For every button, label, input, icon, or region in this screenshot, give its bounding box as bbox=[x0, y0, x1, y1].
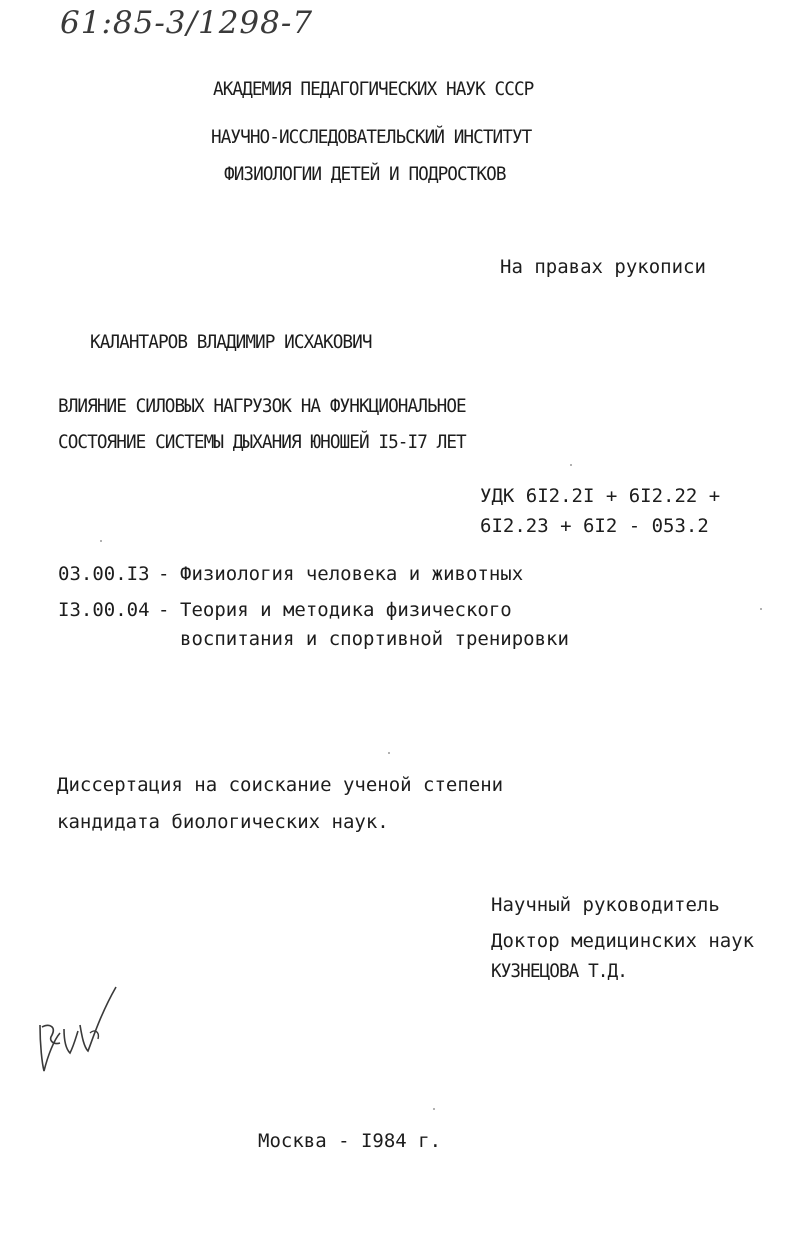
degree-statement-line1: Диссертация на соискание ученой степени bbox=[57, 774, 504, 796]
scan-speck bbox=[100, 540, 102, 542]
scan-speck bbox=[433, 1108, 435, 1110]
institute-name-line2: ФИЗИОЛОГИИ ДЕТЕЙ И ПОДРОСТКОВ bbox=[224, 163, 506, 185]
supervisor-label: Научный руководитель bbox=[491, 894, 720, 916]
specialty-dash: - bbox=[158, 563, 170, 585]
udc-line1: УДК 6I2.2I + 6I2.22 + bbox=[480, 485, 721, 507]
institute-name-line1: НАУЧНО-ИССЛЕДОВАТЕЛЬСКИЙ ИНСТИТУТ bbox=[211, 126, 532, 148]
dissertation-title-line1: ВЛИЯНИЕ СИЛОВЫХ НАГРУЗОК НА ФУНКЦИОНАЛЬНОЕ bbox=[58, 395, 466, 417]
udc-line2: 6I2.23 + 6I2 - 053.2 bbox=[480, 515, 709, 537]
specialty-code: I3.00.04 bbox=[58, 599, 150, 621]
author-name: КАЛАНТАРОВ ВЛАДИМИР ИСХАКОВИЧ bbox=[90, 331, 372, 353]
degree-statement-line2: кандидата биологических наук. bbox=[57, 811, 389, 833]
specialty-name: Теория и методика физического bbox=[180, 599, 512, 621]
specialty-dash: - bbox=[158, 599, 170, 621]
scan-speck bbox=[570, 464, 572, 466]
specialty-name-continued: воспитания и спортивной тренировки bbox=[180, 628, 569, 650]
academy-name: АКАДЕМИЯ ПЕДАГОГИЧЕСКИХ НАУК СССР bbox=[213, 78, 534, 100]
city-year: Москва - I984 г. bbox=[258, 1130, 442, 1152]
archive-mark: 61:85-3/1298-7 bbox=[60, 5, 314, 41]
scan-speck bbox=[760, 608, 762, 610]
scan-speck bbox=[388, 752, 390, 754]
specialty-code: 03.00.I3 bbox=[58, 563, 150, 585]
manuscript-rights-note: На правах рукописи bbox=[500, 256, 706, 278]
dissertation-title-line2: СОСТОЯНИЕ СИСТЕМЫ ДЫХАНИЯ ЮНОШЕЙ I5-I7 ЛЕТ bbox=[58, 431, 466, 453]
supervisor-name: КУЗНЕЦОВА Т.Д. bbox=[491, 960, 627, 982]
supervisor-degree: Доктор медицинских наук bbox=[491, 930, 755, 952]
handwritten-signature bbox=[30, 985, 130, 1085]
specialty-name: Физиология человека и животных bbox=[180, 563, 524, 585]
